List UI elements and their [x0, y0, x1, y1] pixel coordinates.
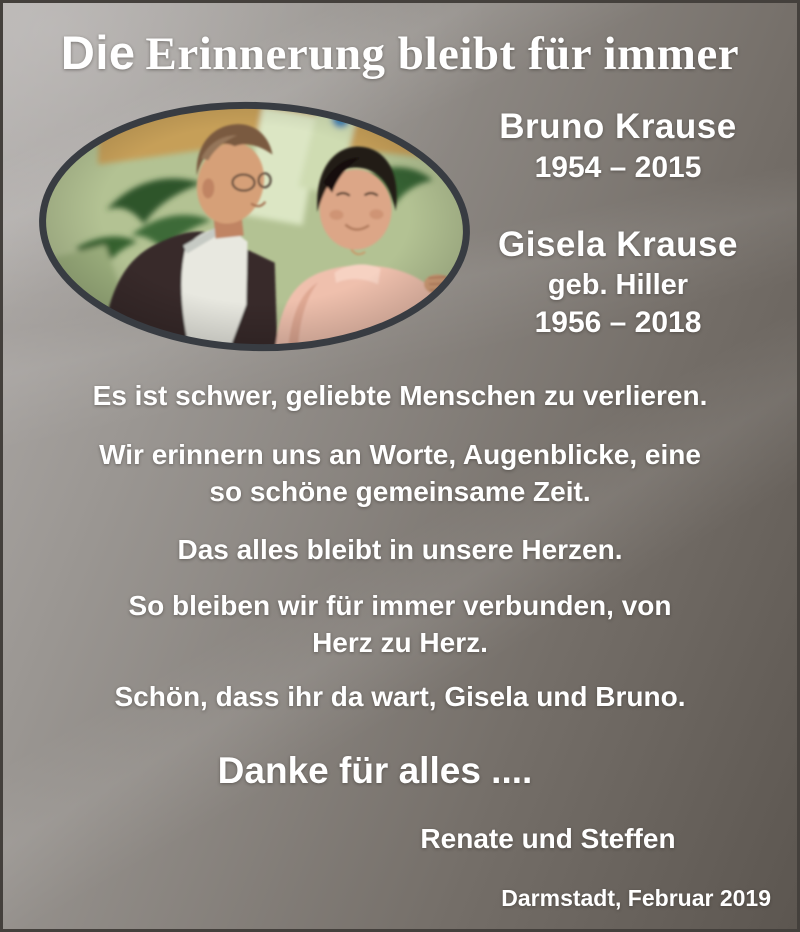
person-years: 1954 – 2015: [534, 151, 702, 184]
verse-line: Das alles bleibt in unsere Herzen.: [177, 534, 623, 565]
person-name: Gisela Krause: [498, 225, 738, 264]
verse-1: [3, 377, 797, 414]
verse-line: so schöne gemeinsame Zeit.: [209, 476, 591, 507]
title-rest: Erinnerung bleibt für immer: [145, 28, 740, 80]
person-bruno: [448, 107, 788, 185]
mourners-names: Renate und Steffen: [420, 823, 676, 854]
verse-line: So bleiben wir für immer verbunden, von: [128, 590, 672, 621]
thanks-line: Danke für alles ....: [217, 750, 533, 791]
person-gisela: [448, 225, 788, 340]
person-birth-name: geb. Hiller: [547, 269, 689, 301]
person-years: 1956 – 2018: [534, 306, 702, 339]
place-and-date: Darmstadt, Februar 2019: [501, 885, 771, 911]
page-title: [3, 25, 797, 82]
person-name: Bruno Krause: [499, 107, 737, 146]
verse-4: [3, 587, 797, 661]
title-lead: Die: [60, 26, 136, 79]
verse-line: Es ist schwer, geliebte Menschen zu verlieren.: [92, 380, 708, 411]
verse-2: [3, 436, 797, 510]
verse-line: Wir erinnern uns an Worte, Augenblicke, eine: [99, 439, 701, 470]
verse-line: Schön, dass ihr da wart, Gisela und Bruno.: [114, 681, 686, 712]
verse-5: [3, 678, 797, 715]
deceased-names: [448, 107, 788, 340]
verse-line: Herz zu Herz.: [312, 627, 488, 658]
verse-3: [3, 531, 797, 568]
couple-photo-illustration: [32, 92, 478, 360]
couple-photo: [32, 92, 478, 360]
